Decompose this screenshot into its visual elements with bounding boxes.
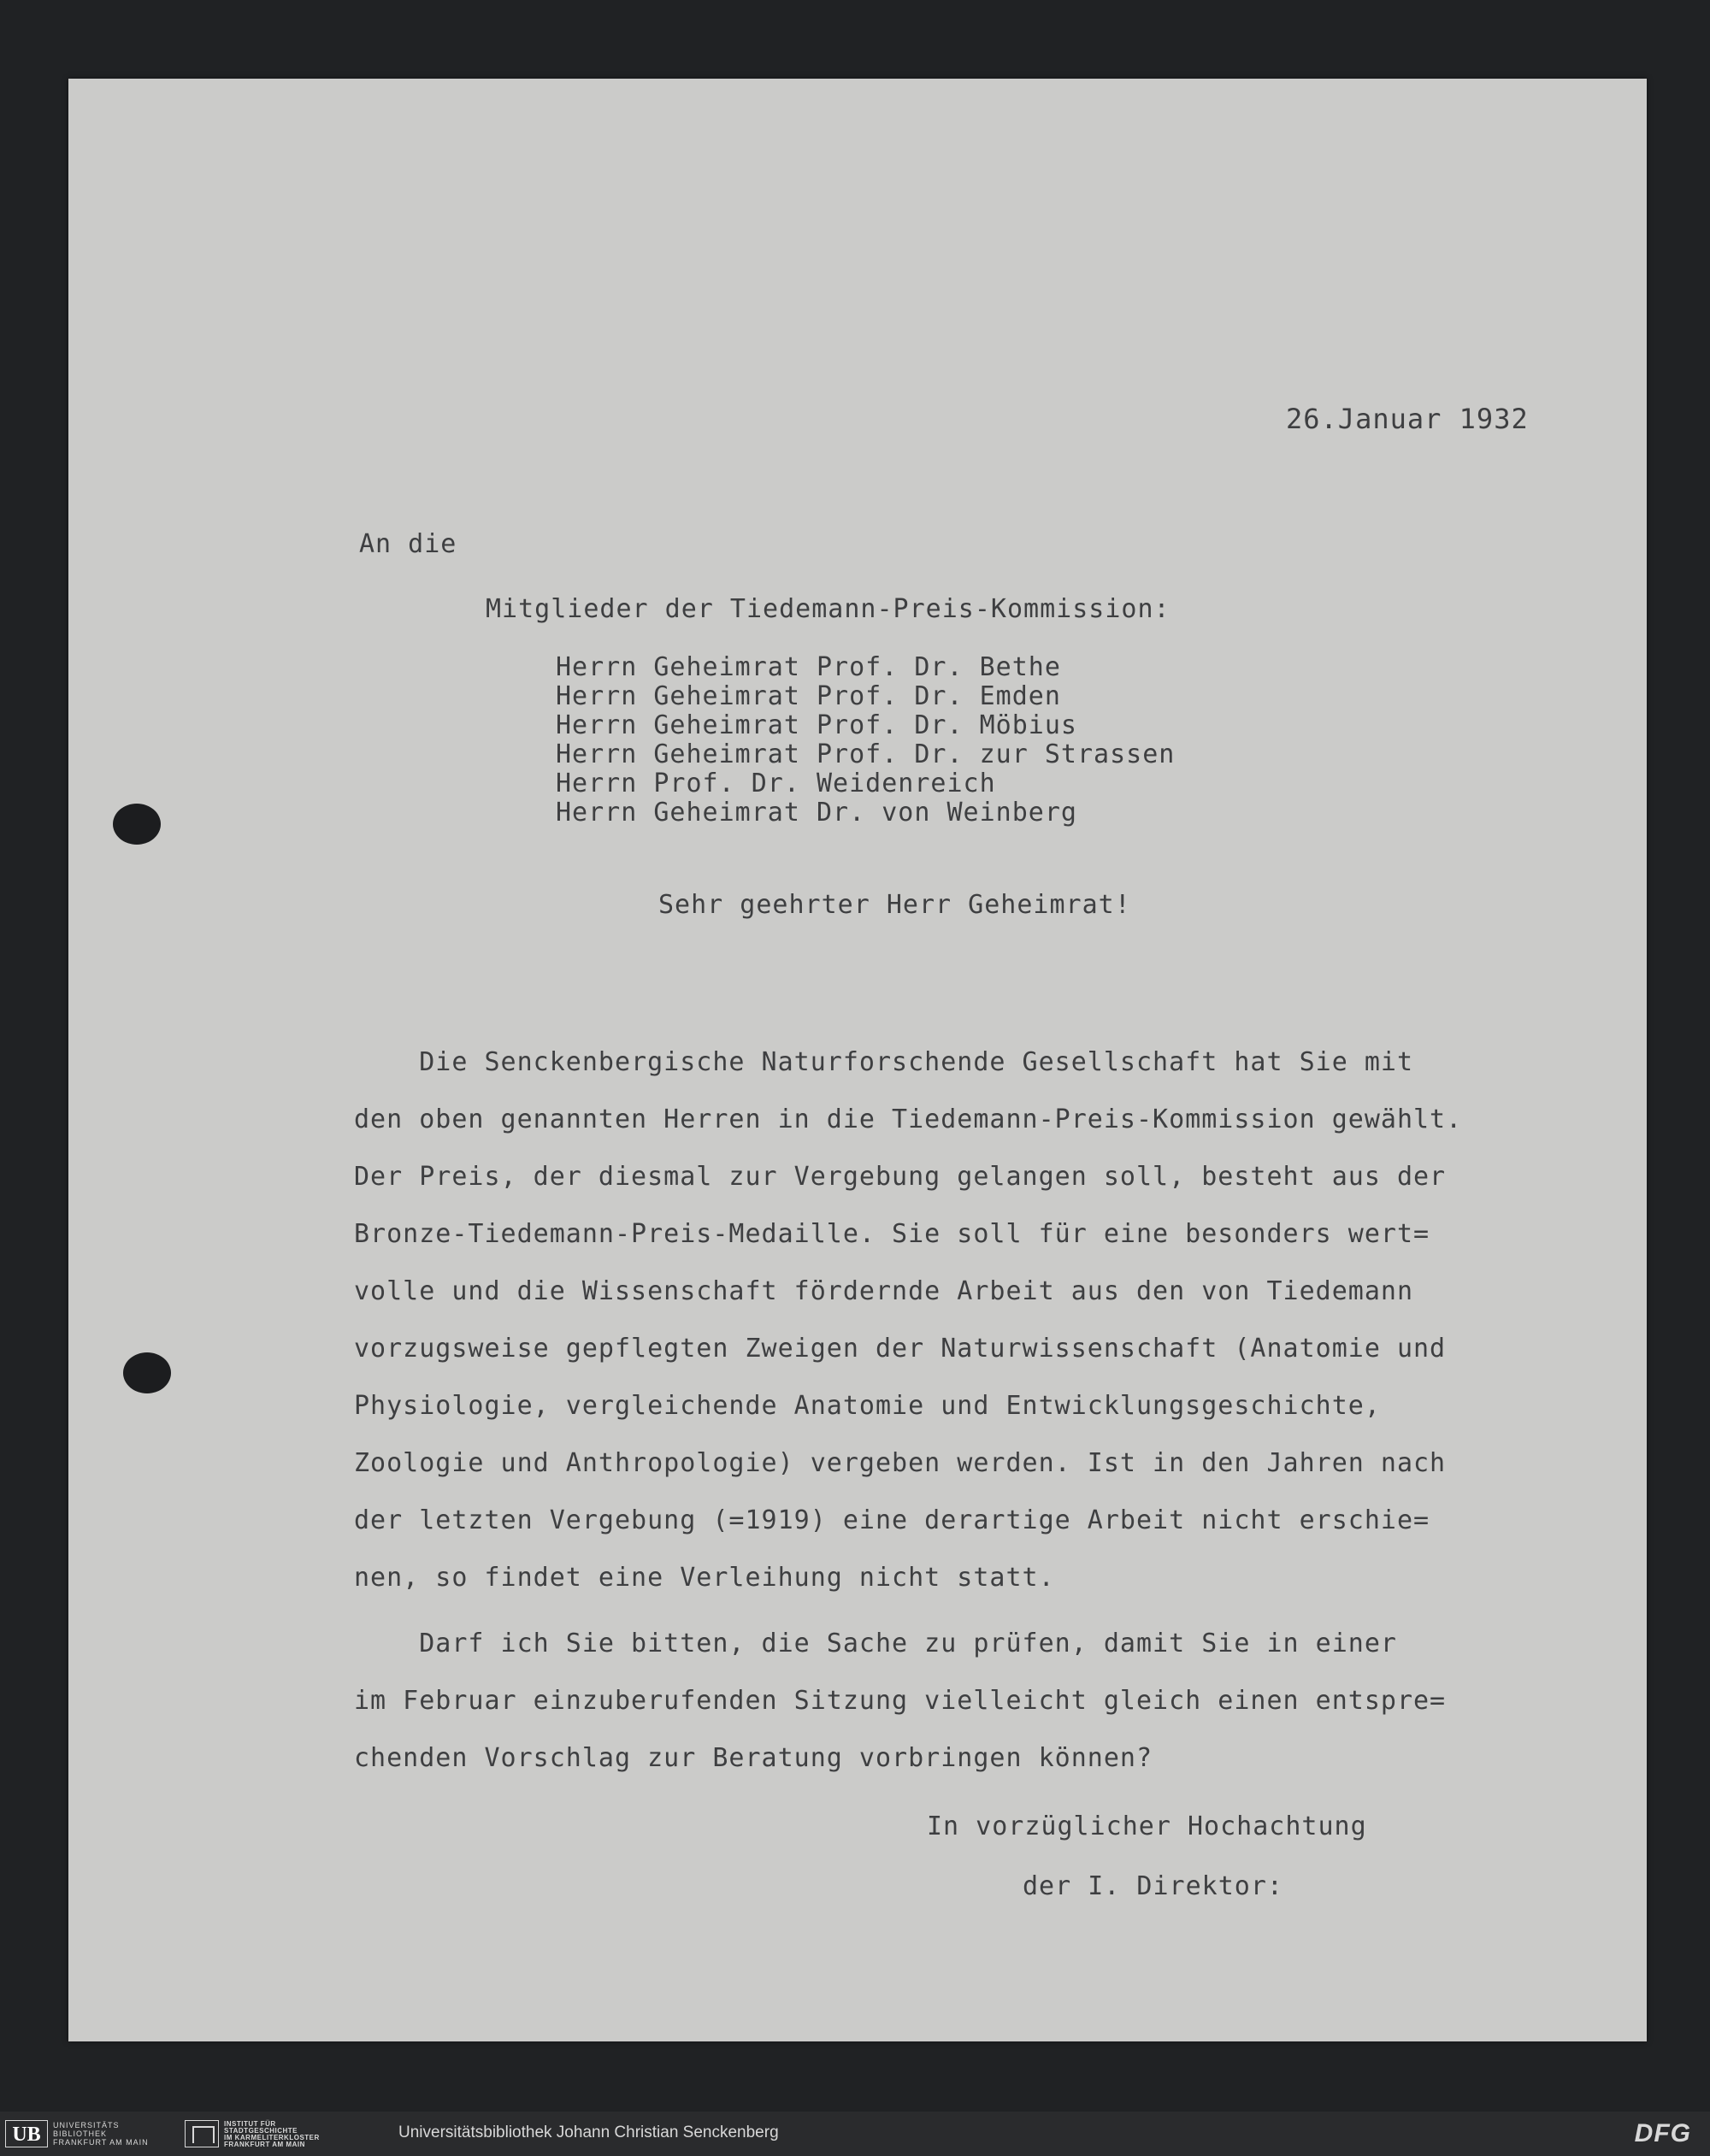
punch-hole-top: [113, 804, 161, 845]
ub-text-line: BIBLIOTHEK: [53, 2129, 108, 2138]
punch-hole-bottom: [123, 1352, 171, 1393]
signature-title: der I. Direktor:: [1023, 1871, 1283, 1901]
letter-closing: In vorzüglicher Hochachtung: [927, 1811, 1367, 1841]
recipient-line: Herrn Prof. Dr. Weidenreich: [556, 769, 996, 798]
footer-caption: Universitätsbibliothek Johann Christian Senckenberg: [398, 2124, 779, 2141]
letter-paragraph-1: [354, 1047, 1463, 1623]
letter-greeting: Sehr geehrter Herr Geheimrat!: [658, 890, 1131, 920]
text-line: im Februar einzuberufenden Sitzung vielleicht gleich einen entspre=: [354, 1686, 1447, 1716]
text-line: Die Senckenbergische Naturforschende Gesellschaft hat Sie mit: [354, 1047, 1413, 1077]
recipients-heading: Mitglieder der Tiedemann-Preis-Kommission:: [486, 594, 1170, 624]
letter-page: [68, 79, 1647, 2041]
isg-logo-text: [224, 2121, 320, 2148]
text-line: volle und die Wissenschaft fördernde Arbeit aus den von Tiedemann: [354, 1276, 1413, 1306]
ub-logo: UB: [5, 2120, 48, 2147]
text-line: nen, so findet eine Verleihung nicht statt.: [354, 1563, 1055, 1593]
text-line: Physiologie, vergleichende Anatomie und Entwicklungsgeschichte,: [354, 1391, 1381, 1421]
text-line: chenden Vorschlag zur Beratung vorbringen können?: [354, 1743, 1153, 1773]
ub-text-line: UNIVERSITÄTS: [53, 2121, 120, 2129]
recipient-line: Herrn Geheimrat Prof. Dr. Möbius: [556, 710, 1077, 740]
recipient-line: Herrn Geheimrat Prof. Dr. Emden: [556, 681, 1061, 711]
letter-date: 26.Januar 1932: [1286, 403, 1529, 435]
dfg-logo: DFG: [1634, 2119, 1691, 2147]
recipient-line: Herrn Geheimrat Dr. von Weinberg: [556, 798, 1077, 828]
isg-logo-icon: [185, 2120, 219, 2147]
isg-text-line: INSTITUT FÜR: [224, 2120, 276, 2128]
archive-footer: [0, 2112, 1710, 2156]
text-line: Darf ich Sie bitten, die Sache zu prüfen, damit Sie in einer: [354, 1629, 1397, 1658]
ub-text-line: FRANKFURT AM MAIN: [53, 2138, 149, 2147]
isg-text-line: IM KARMELITERKLOSTER: [224, 2134, 320, 2141]
recipient-line: Herrn Geheimrat Prof. Dr. zur Strassen: [556, 739, 1176, 769]
recipient-line: Herrn Geheimrat Prof. Dr. Bethe: [556, 652, 1061, 682]
text-line: der letzten Vergebung (=1919) eine derartige Arbeit nicht erschie=: [354, 1505, 1430, 1535]
isg-text-line: FRANKFURT AM MAIN: [224, 2141, 305, 2148]
letter-paragraph-2: [354, 1631, 1446, 1803]
text-line: Bronze-Tiedemann-Preis-Medaille. Sie soll für eine besonders wert=: [354, 1219, 1430, 1249]
text-line: den oben genannten Herren in die Tiedemann-Preis-Kommission gewählt.: [354, 1105, 1463, 1134]
text-line: Der Preis, der diesmal zur Vergebung gelangen soll, besteht aus der: [354, 1162, 1447, 1192]
ub-logo-text: [53, 2121, 149, 2147]
recipients-list: [556, 652, 1176, 829]
text-line: vorzugsweise gepflegten Zweigen der Naturwissenschaft (Anatomie und: [354, 1334, 1447, 1364]
text-line: Zoologie und Anthropologie) vergeben werden. Ist in den Jahren nach: [354, 1448, 1447, 1478]
isg-text-line: STADTGESCHICHTE: [224, 2127, 298, 2135]
letter-salutation-to: An die: [359, 529, 457, 559]
